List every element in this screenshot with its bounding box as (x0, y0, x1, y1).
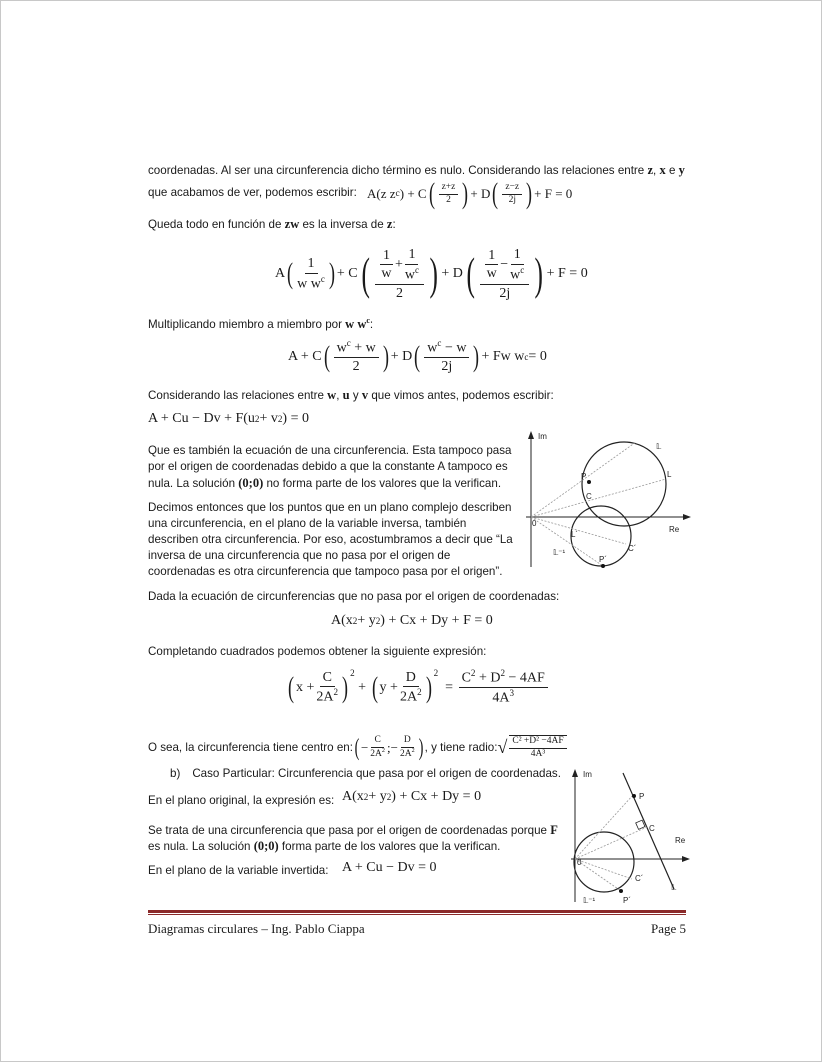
fraction (370, 735, 385, 761)
eq-term: + D (441, 266, 463, 282)
eq-term: + C (336, 266, 358, 282)
den: 2j (499, 285, 511, 301)
paragraph (148, 316, 373, 332)
op: + (394, 257, 403, 273)
n: 1 (511, 246, 524, 265)
num: z−z (502, 182, 522, 195)
sup: 2 (381, 747, 385, 754)
text: O sea, la circunferencia tiene centro en: (148, 741, 353, 755)
text: forma parte de los valores que la verifican. (278, 840, 501, 853)
text: y (349, 389, 362, 402)
n: + D (475, 670, 501, 686)
eq-term: A + C (288, 348, 322, 364)
w: w (510, 267, 521, 283)
num: C (320, 669, 335, 688)
paragraph-line: describen otra circunferencia. Por eso, acostumbramos a decir que “La (148, 533, 513, 546)
footer-rule-thin (148, 914, 686, 915)
d: 2A (370, 749, 382, 760)
label-l: L (667, 470, 672, 479)
eq-term: + y (368, 789, 387, 804)
n: 1 (405, 246, 418, 265)
sup: c (320, 273, 325, 284)
text: Se trata de una circunferencia que pasa por el origen de coordenadas porque (148, 824, 551, 837)
paragraph-line (148, 839, 500, 854)
eq-term: ) + Cx + Dy + F = 0 (380, 613, 493, 628)
text: es nula. La solución (148, 840, 254, 853)
sup: 2 (350, 668, 355, 678)
rest: − w (441, 340, 467, 356)
label-re: Re (669, 525, 680, 534)
paragraph-line (148, 476, 501, 491)
w: w (404, 267, 415, 283)
label-l-prime: L´ (571, 530, 579, 539)
equation-7 (342, 789, 481, 805)
label-im: Im (538, 432, 547, 441)
text: , (653, 164, 660, 177)
arrow-icon (683, 514, 691, 520)
num (334, 338, 379, 358)
var: v (361, 388, 369, 402)
sup: 2 (352, 616, 358, 626)
sup: 2 (333, 687, 339, 698)
var: F (550, 823, 558, 837)
arrow-icon (528, 431, 534, 439)
d: w (486, 266, 497, 282)
den (370, 748, 385, 761)
equation-1: A(z z c ) + C ( $\frac{z+z}{2}$ ) + D ( $\frac{z-z}{2j}$ ) + F = 0 (367, 177, 573, 210)
eq-term: + Fw w (481, 348, 525, 364)
sup: 2 (411, 747, 415, 754)
equation-4 (148, 411, 309, 427)
num: C² +D² −4AF (509, 736, 566, 749)
op: ; (386, 739, 391, 755)
den: 2j (508, 194, 516, 205)
point-P-prime (601, 564, 605, 568)
fraction (502, 182, 522, 207)
text: que vimos antes, podemos escribir: (368, 389, 554, 402)
paragraph: En el plano de la variable invertida: (148, 864, 329, 877)
den: 4A³ (530, 748, 546, 759)
eq-term: A(x (342, 789, 364, 804)
list-item-b (170, 767, 561, 780)
eq-term: x + (296, 679, 315, 695)
d: 2A (316, 689, 334, 705)
d (405, 265, 419, 284)
point-P (587, 480, 591, 484)
fraction (375, 246, 424, 302)
d: 4A (492, 690, 510, 706)
eq-term: y + (379, 679, 398, 695)
label-p-prime: P´ (599, 555, 607, 564)
var: z (284, 217, 291, 231)
num (459, 668, 548, 688)
den: 2 (446, 194, 451, 205)
equation-3: A + C ( $\frac{w^c + w}{2}$ ) + D ( $\frac{w^c - w}{2j}$ ) + Fw w c = 0 (288, 338, 547, 375)
n: − 4AF (505, 670, 545, 686)
label-c: C (649, 824, 655, 833)
den: 2j (441, 359, 453, 375)
num: D (403, 669, 419, 688)
paragraph (148, 217, 396, 232)
solution: (0;0) (253, 839, 279, 853)
equation-5 (331, 613, 493, 629)
eq-term: A(z z (367, 186, 396, 201)
label-p: P (639, 792, 645, 801)
fraction (334, 338, 379, 376)
label-c: C (586, 492, 592, 501)
fraction (480, 246, 529, 302)
eq-term: + F = 0 (534, 186, 573, 201)
figure-circle-inversion (506, 429, 691, 574)
point-P-prime (619, 889, 623, 893)
var-z: z (647, 163, 654, 177)
sup: 2 (500, 668, 506, 678)
label-origin: 0 (577, 858, 582, 867)
label-p-prime: P´ (623, 896, 631, 905)
equation-6: ( x + $\frac{C}{2A^2}$ ) $^2$ + ( y + $\frac{D}{2A^2}$ ) $^2$ = $\frac{C^2 + D^2 - 4AF}{4A^3}$ (286, 668, 550, 707)
eq-term: ) + C (399, 186, 427, 201)
paragraph-line (148, 823, 558, 838)
den (400, 748, 415, 761)
label-L-inverse: 𝕃⁻¹ (553, 548, 566, 557)
radius-fraction (509, 735, 566, 761)
paragraph: Completando cuadrados podemos obtener la siguiente expresión: (148, 645, 487, 658)
label-origin: 0 (532, 519, 537, 528)
sup: 2 (433, 668, 439, 678)
point-P (632, 794, 636, 798)
n: 1 (485, 247, 498, 266)
paragraph: O sea, la circunferencia tiene centro en: ( − $\frac{C}{2A^2}$ ; − $\frac{D}{2A^2}$ ) , y tiene radio: √ $\frac{\text{C² +D² −4AF}}{\text{4A³}}$ (148, 735, 569, 761)
eq-term: + D (390, 348, 413, 364)
var: w (327, 388, 337, 402)
var-x: x (659, 163, 666, 177)
sup: c (520, 264, 525, 275)
sup: 2 (386, 792, 392, 802)
w: w (427, 340, 438, 356)
figure-line-inversion (561, 767, 691, 907)
eq-term: = (445, 679, 454, 695)
equation-2: A ( $\frac{1}{w w^c}$ ) + C ( $\frac{1}{w}$ + $\frac{1}{w^c}$ 2 ) + D ( $\frac{1}{w}$ − $\frac{1}{w^c}$ 2j ) + F = 0 (275, 247, 588, 301)
circle-L (582, 442, 666, 526)
paragraph (148, 163, 685, 178)
n: 1 (380, 247, 393, 266)
footer-rule (148, 910, 686, 913)
paragraph (148, 186, 357, 199)
den (297, 274, 325, 293)
sup: 2 (470, 668, 476, 678)
den (400, 687, 422, 706)
eq-term: ) + Cx + Dy = 0 (391, 789, 482, 804)
num (480, 246, 529, 285)
right-angle-mark (636, 820, 645, 829)
sup: c (437, 338, 442, 348)
paragraph-line: una circunferencia, en el plano de la variable inversa, también (148, 517, 467, 530)
eq-term: ) = 0 (282, 411, 309, 426)
eq-term: + v (259, 411, 278, 426)
text: Caso Particular: Circunferencia que pasa por el origen de coordenadas. (192, 767, 561, 780)
eq-sup: c (395, 189, 400, 199)
den: 2 (396, 285, 403, 301)
sup: 2 (375, 616, 381, 626)
eq-term: = 0 (528, 348, 547, 364)
d: 2A (399, 689, 418, 705)
sup: 3 (509, 688, 515, 699)
label-p: P (581, 472, 587, 481)
label-re: Re (675, 836, 686, 845)
text: e (665, 164, 679, 177)
fraction (439, 182, 459, 207)
equation-8: A + Cu − Dv = 0 (342, 860, 437, 875)
footer-title: Diagramas circulares – Ing. Pablo Ciappa (148, 921, 365, 936)
sup: 2 (417, 687, 422, 698)
num: D (401, 735, 414, 748)
text: nula. La solución (148, 477, 239, 490)
num (424, 338, 469, 358)
num: C (371, 735, 383, 748)
w: w (336, 340, 347, 356)
solution: (0;0) (238, 476, 264, 490)
arrow-icon (682, 856, 690, 862)
d (510, 265, 524, 284)
fraction (459, 668, 548, 707)
eq-term: A (275, 266, 286, 282)
label-L-inverse: 𝕃⁻¹ (583, 896, 596, 905)
fraction (400, 669, 422, 707)
text: no forma parte de los valores que la verifican. (263, 477, 502, 490)
text: : (369, 317, 374, 331)
paragraph (148, 388, 554, 403)
label-circle-L: 𝕃 (656, 442, 662, 451)
fraction (424, 338, 469, 376)
sup: 2 (363, 792, 369, 802)
num: 1 (305, 255, 318, 274)
eq-term: A + Cu − Dv + F(u (148, 411, 255, 426)
text: que acabamos de ver, podemos escribir: (148, 186, 357, 199)
label-line-L: 𝕃 (671, 883, 677, 892)
text: coordenadas. Al ser una circunferencia dicho término es nulo. Considerando las relaciones entre (148, 164, 648, 177)
text: es la inversa de (299, 218, 387, 231)
text: Queda todo en función de (148, 218, 285, 231)
sup: c (524, 351, 529, 362)
text: : (392, 218, 396, 231)
page-number: Page 5 (650, 921, 686, 936)
rest: + w (350, 340, 376, 356)
label-c-prime: C´ (628, 544, 637, 553)
num: z+z (439, 182, 459, 195)
sup: 2 (277, 414, 283, 424)
sup: c (346, 338, 351, 348)
text: , y tiene radio: (424, 741, 498, 755)
d: 2A (399, 749, 412, 760)
op: − (500, 257, 509, 273)
paragraph-line: inversa de una circunferencia que no pasa por el origen de (148, 549, 451, 562)
den (316, 687, 338, 706)
text: , (336, 389, 343, 402)
var: u (342, 388, 350, 402)
label-c-prime: C´ (635, 874, 644, 883)
fraction (400, 735, 415, 761)
paragraph-line: Decimos entonces que los puntos que en un plano complejo describen (148, 501, 512, 514)
op: − (360, 739, 369, 755)
n: C (461, 670, 471, 686)
var-y: y (678, 163, 685, 177)
eq-term: + D (470, 186, 491, 201)
paragraph-line: por el origen de coordenadas debido a que la constante A tampoco es (148, 460, 508, 473)
paragraph: Dada la ecuación de circunferencias que no pasa por el origen de coordenadas: (148, 590, 560, 603)
list-marker: b) (170, 767, 181, 780)
den: 2 (352, 359, 360, 375)
den (492, 688, 514, 707)
eq-term: + y (357, 613, 376, 628)
sup: c (415, 264, 420, 275)
label-im: Im (583, 770, 592, 779)
text: Multiplicando miembro a miembro por (148, 317, 346, 331)
text: Considerando las relaciones entre (148, 389, 328, 402)
var: w (290, 217, 300, 231)
fraction (316, 669, 338, 707)
var: w w (345, 316, 367, 331)
sup: 2 (254, 414, 260, 424)
var: z (386, 217, 393, 231)
paragraph: En el plano original, la expresión es: (148, 794, 335, 807)
fraction (297, 255, 325, 293)
eq-term: + F = 0 (546, 266, 588, 282)
d: w (381, 266, 392, 282)
arrow-icon (572, 769, 578, 777)
num (375, 246, 424, 285)
paragraph-line: coordenadas es otra circunferencia que tampoco pasa por el origen”. (148, 565, 503, 578)
op: − (390, 739, 398, 755)
paragraph-line: Que es también la ecuación de una circunferencia. Esta tampoco pasa (148, 444, 512, 457)
eq-term: A(x (331, 613, 353, 628)
sup: c (366, 316, 370, 325)
den-text: w w (297, 276, 321, 292)
